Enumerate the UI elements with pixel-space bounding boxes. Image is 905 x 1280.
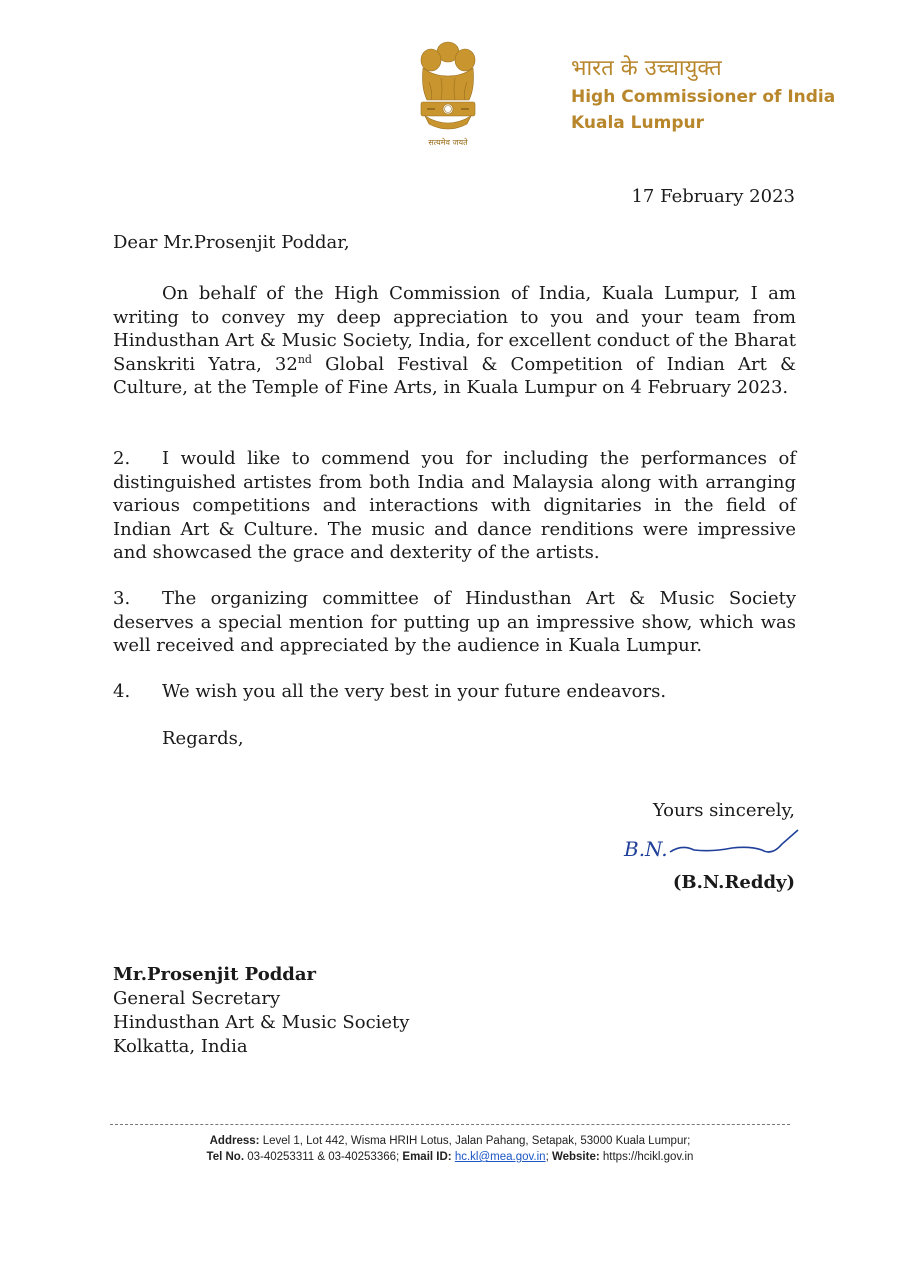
salutation: Dear Mr.Prosenjit Poddar,: [113, 232, 350, 253]
signature-initials: B.N.: [624, 837, 668, 861]
footer-separator: ;: [545, 1151, 549, 1163]
paragraph-2-number: 2.: [113, 448, 131, 469]
paragraph-1: [113, 282, 796, 400]
website-label: Website:: [551, 1151, 600, 1163]
office-title: High Commissioner of India: [571, 87, 836, 107]
address-label: Address:: [209, 1135, 260, 1147]
office-city: Kuala Lumpur: [571, 113, 704, 133]
paragraph-2: [113, 447, 796, 565]
tel-numbers: 03-40253311 & 03-40253366;: [247, 1151, 400, 1163]
regards: Regards,: [162, 728, 244, 749]
paragraph-2-text: I would like to commend you for including the performances of distinguished artistes from both India and Malaysia along with arranging various competitions and interactions with dignitaries in the field of Indian Art & Culture. The music and dance renditions were impressive and showcased the grace and dexterity of the artists.: [113, 448, 796, 563]
ordinal-suffix: nd: [297, 352, 312, 366]
recipient-organization: Hindusthan Art & Music Society: [113, 1012, 410, 1033]
recipient-name: Mr.Prosenjit Poddar: [113, 964, 317, 985]
website-link[interactable]: https://hcikl.gov.in: [602, 1151, 694, 1163]
paragraph-1-text-a: On behalf of the High Commission of India, Kuala Lumpur, I am writing to convey my deep appreciation to you and your team from Hindusthan Art & Music Society, India, for excellent conduct of the Bharat Sanskriti Yatra, 32: [113, 283, 796, 375]
signature: [622, 826, 802, 866]
email-label: Email ID:: [402, 1151, 452, 1163]
closing: Yours sincerely,: [652, 800, 795, 821]
recipient-address: [113, 963, 409, 1059]
paragraph-3-text: The organizing committee of Hindusthan Art & Music Society deserves a special mention for putting up an impressive show, which was well received and appreciated by the audience in Kuala Lumpur.: [113, 588, 796, 656]
letterhead: [571, 56, 835, 136]
paragraph-3-number: 3.: [113, 588, 131, 609]
footer-divider: [110, 1124, 790, 1125]
footer-contact-line: [110, 1149, 790, 1165]
paragraph-4-text: We wish you all the very best in your future endeavors.: [162, 681, 667, 702]
paragraph-4: [113, 680, 796, 704]
letter-date: 17 February 2023: [631, 186, 795, 207]
paragraph-1-text-b: Global Festival & Competition of Indian Art & Culture, at the Temple of Fine Arts, in Kuala Lumpur on 4 February 2023.: [113, 353, 796, 398]
footer: [110, 1133, 790, 1165]
recipient-designation: General Secretary: [113, 988, 281, 1009]
address-text: Level 1, Lot 442, Wisma HRIH Lotus, Jalan Pahang, Setapak, 53000 Kuala Lumpur;: [262, 1135, 691, 1147]
paragraph-4-number: 4.: [113, 681, 131, 702]
email-link[interactable]: hc.kl@mea.gov.in: [454, 1151, 546, 1163]
recipient-location: Kolkatta, India: [113, 1036, 248, 1057]
national-emblem-icon: [403, 38, 493, 150]
tel-label: Tel No.: [206, 1151, 245, 1163]
office-title-hindi: भारत के उच्चायुक्त: [571, 56, 722, 81]
signatory-name: (B.N.Reddy): [672, 872, 795, 893]
footer-address-line: [110, 1133, 790, 1149]
paragraph-3: [113, 587, 796, 658]
emblem-motto: सत्यमेव जयते: [428, 138, 468, 147]
